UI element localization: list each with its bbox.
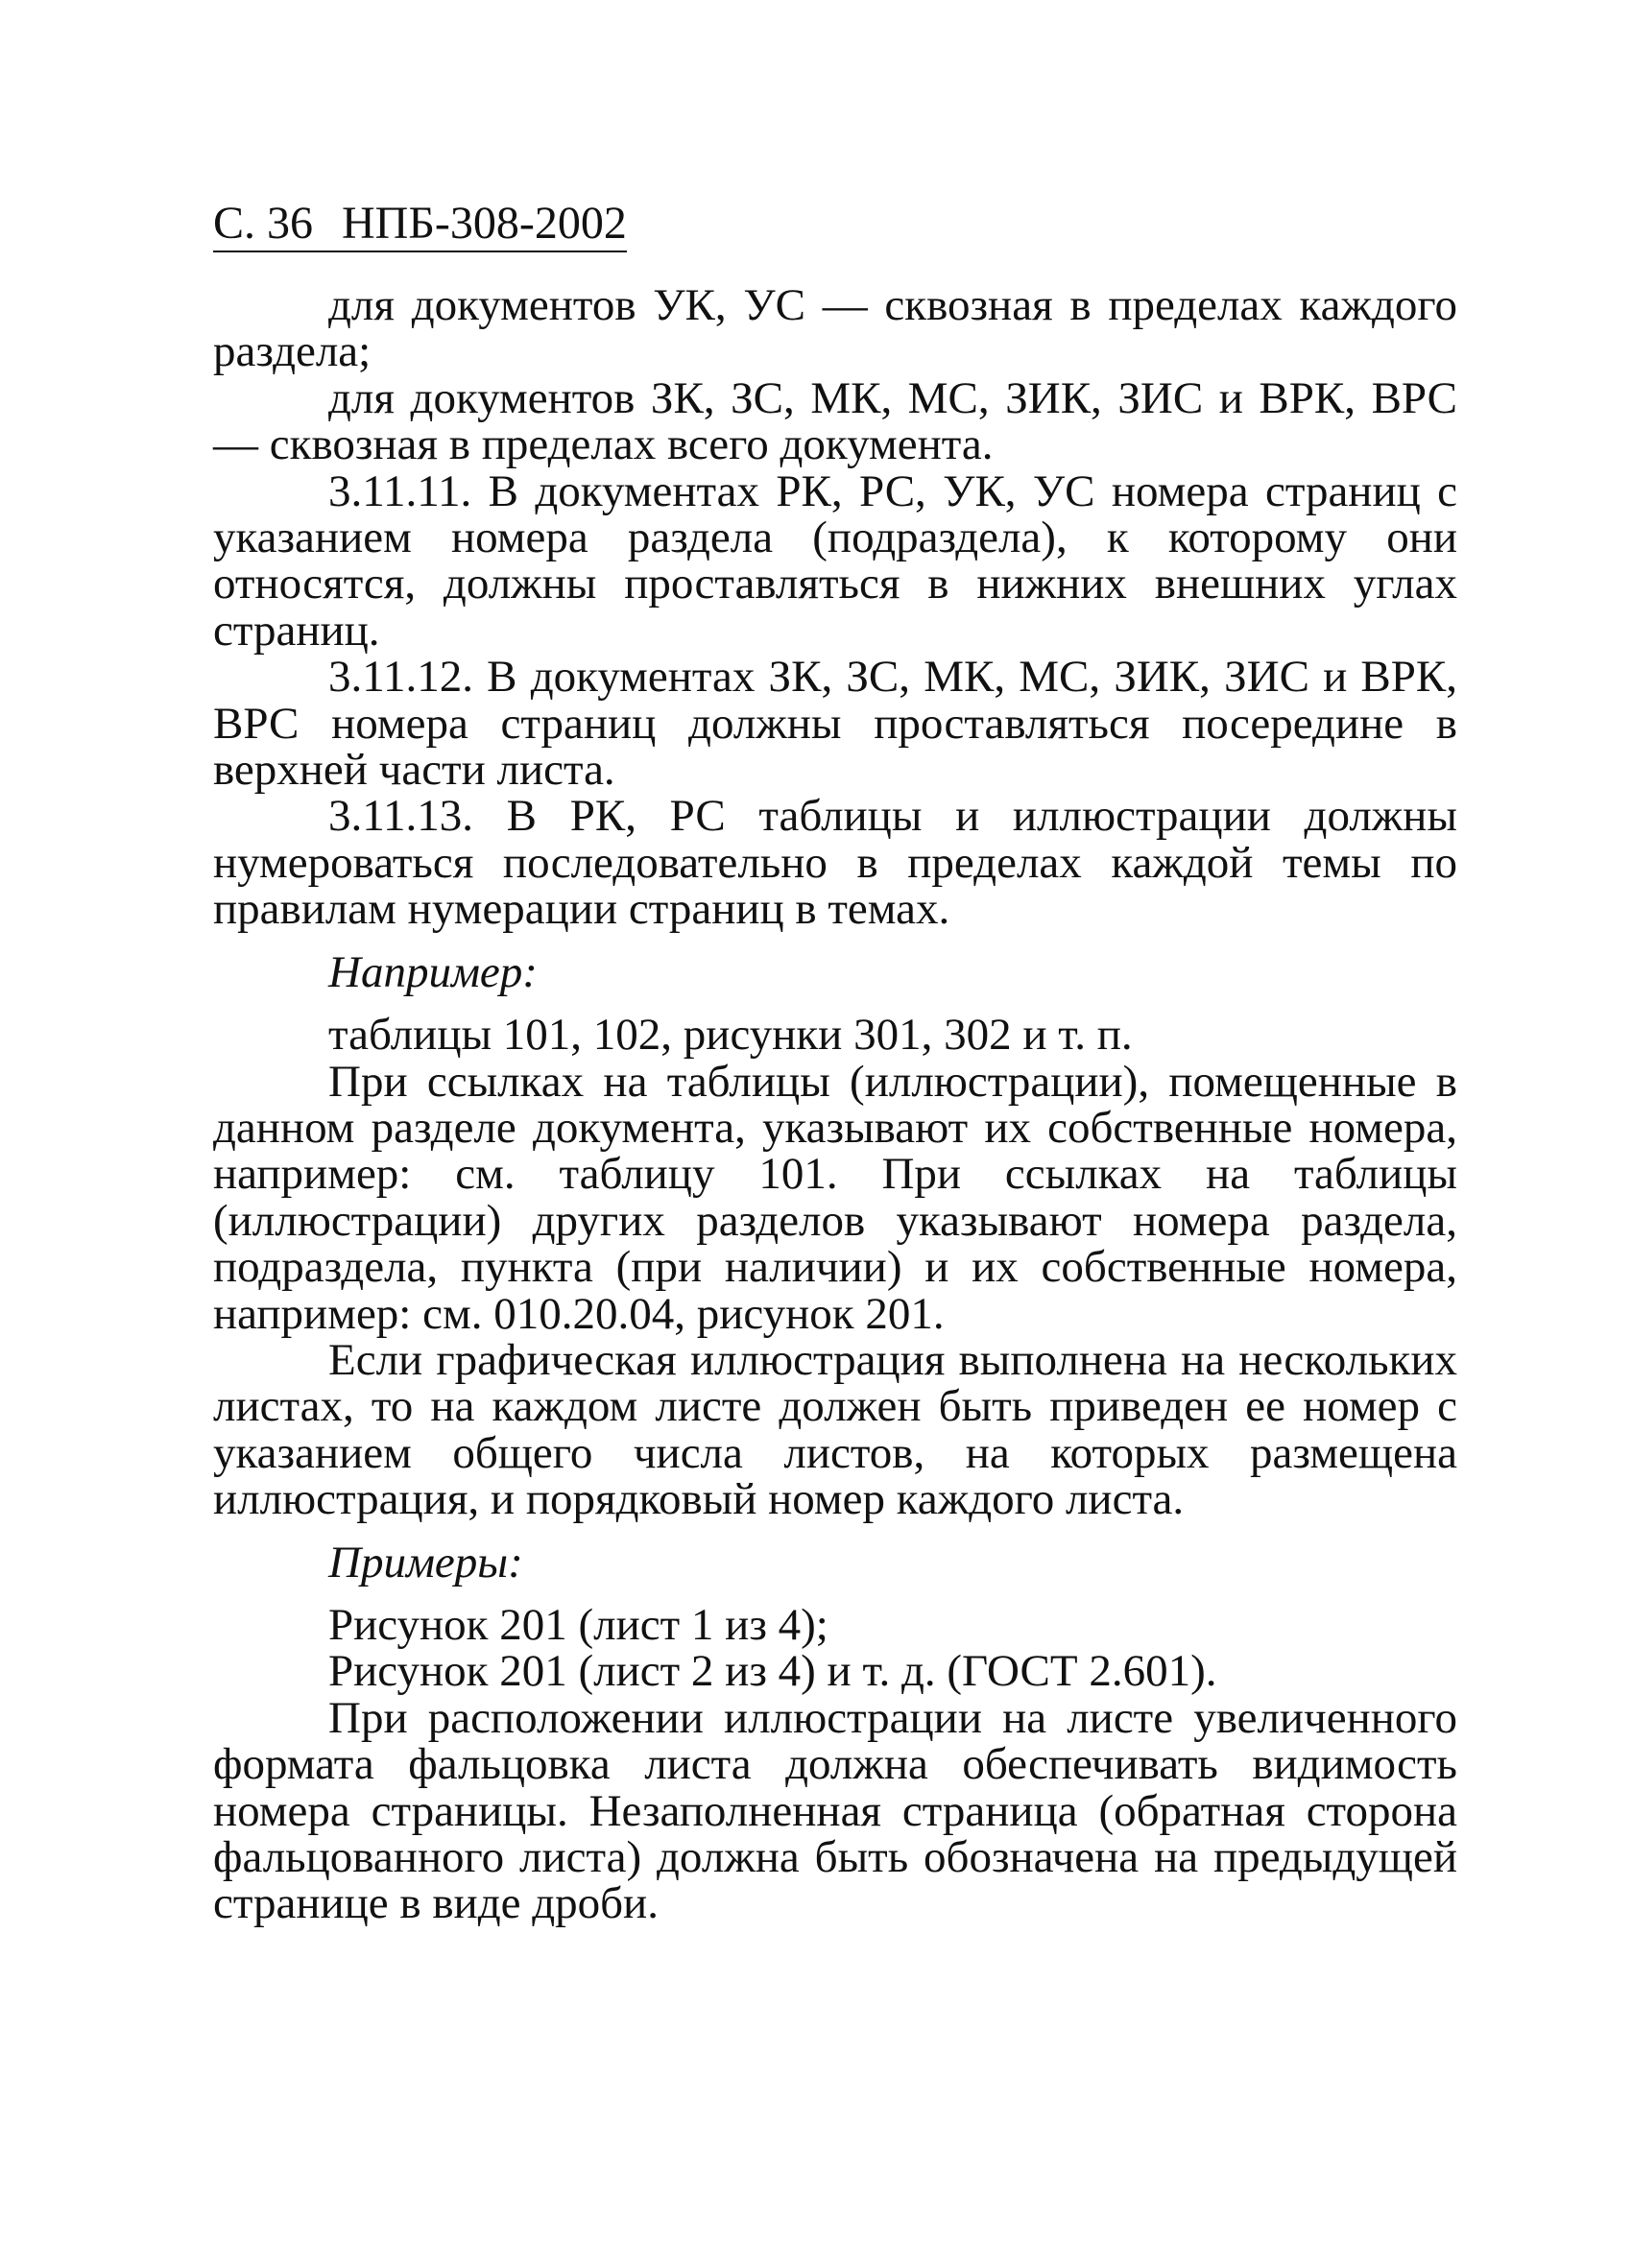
document-body (213, 282, 1457, 1927)
paragraph-3-11-11: 3.11.11. В документах РК, РС, УК, УС номера страниц с указанием номера раздела (подраздела), к которому они относятся, должны проставляться в нижних внешних углах страниц. (213, 466, 1457, 656)
page-header (213, 197, 627, 252)
page-number: С. 36 (213, 198, 314, 249)
examples-label: Примеры: (328, 1537, 523, 1588)
paragraph-folding: При расположении иллюстрации на листе увеличенного формата фальцовка листа должна обеспечивать видимость номера страницы. Незаполненная страница (обратная сторона фальцованного листа) должна быть обозначена на предыдущей странице в виде дроби. (213, 1692, 1457, 1929)
example-label: Например: (328, 946, 538, 997)
paragraph-multi-sheet-illustration: Если графическая иллюстрация выполнена на нескольких листах, то на каждом листе должен быть приведен ее номер с указанием общего числа листов, на которых размещена иллюстрация, и порядковый номер каждого листа. (213, 1334, 1457, 1525)
paragraph-3-11-12: 3.11.12. В документах ЗК, ЗС, МК, МС, ЗИК, ЗИС и ВРК, ВРС номера страниц должны проставляться посередине в верхней части листа. (213, 652, 1457, 796)
paragraph-uk-us-numbering: для документов УК, УС — сквозная в пределах каждого раздела; (213, 280, 1457, 377)
document-code: НПБ-308-2002 (342, 198, 627, 249)
paragraph-3-11-13: 3.11.13. В РК, РС таблицы и иллюстрации должны нумероваться последовательно в пределах каждой темы по правилам нумерации страниц в темах. (213, 791, 1457, 935)
paragraph-zk-zs-numbering: для документов ЗК, ЗС, МК, МС, ЗИК, ЗИС и ВРК, ВРС — сквозная в пределах всего документа. (213, 372, 1457, 470)
example-sheet-2: Рисунок 201 (лист 2 из 4) и т. д. (ГОСТ 2.601). (328, 1646, 1217, 1697)
example-text: таблицы 101, 102, рисунки 301, 302 и т. п. (328, 1010, 1133, 1061)
example-sheet-1: Рисунок 201 (лист 1 из 4); (328, 1599, 828, 1650)
paragraph-table-references: При ссылках на таблицы (иллюстрации), помещенные в данном разделе документа, указывают их собственные номера, например: см. таблицу 101. При ссылках на таблицы (иллюстрации) других разделов указывают номера раздела, подраздела, пункта (при наличии) и их собственные номера, например: см. 010.20.04, рисунок 201. (213, 1056, 1457, 1339)
